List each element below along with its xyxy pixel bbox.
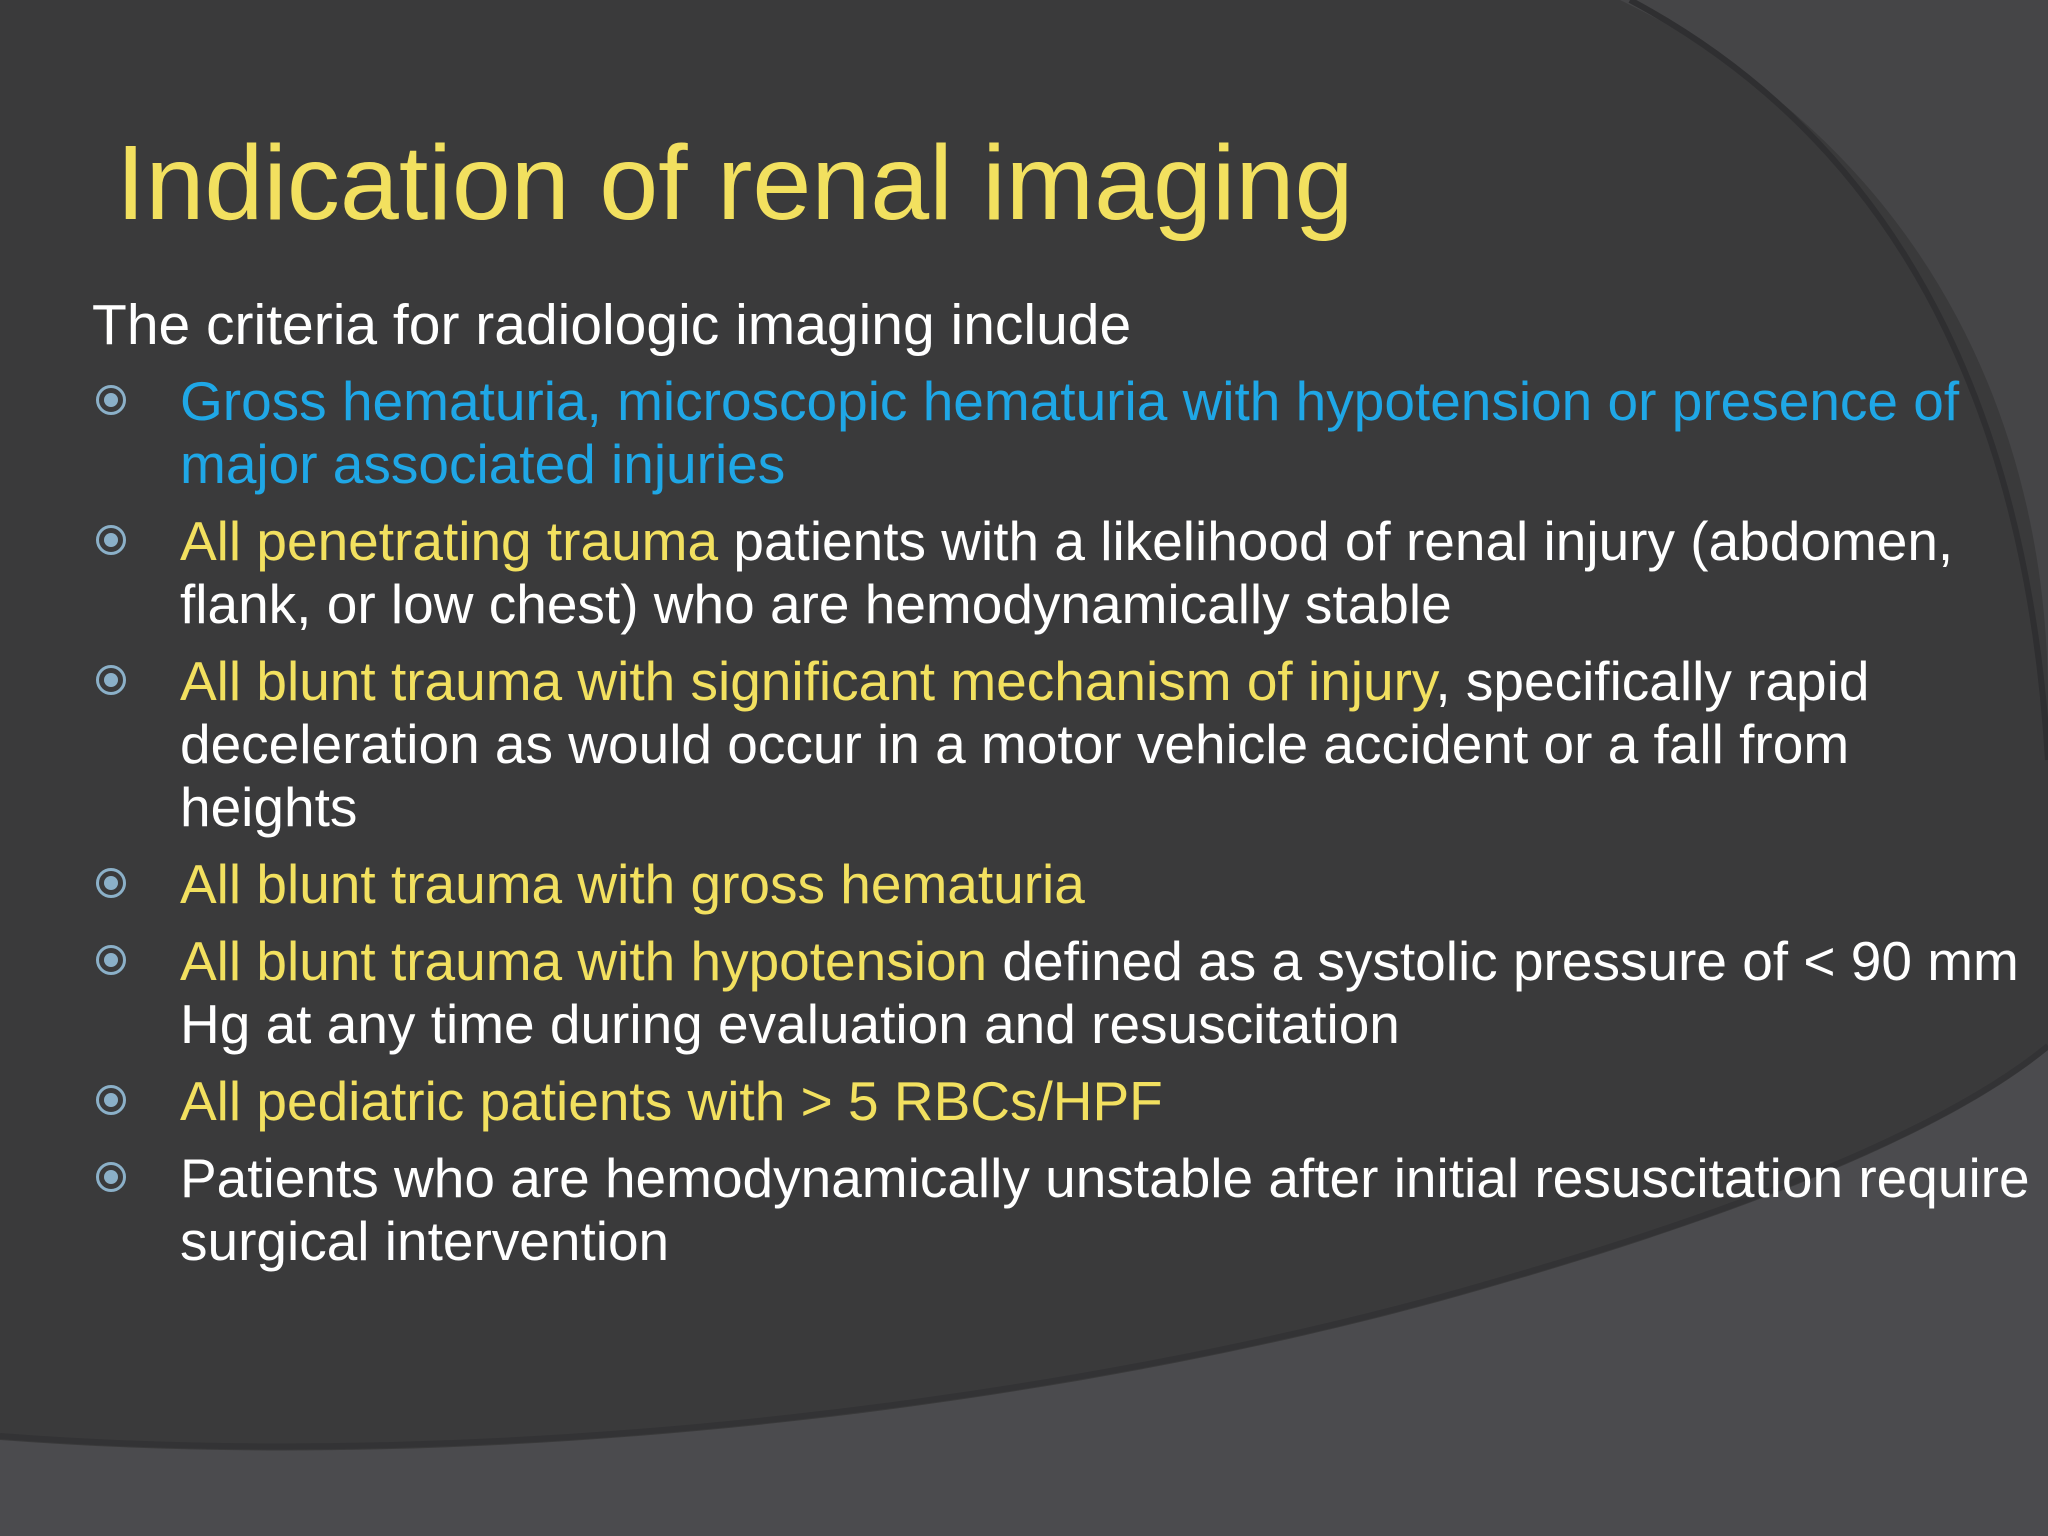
bullet-segment: Patients who are hemodynamically unstable after initial resuscitation require surgical intervention	[180, 1147, 2030, 1272]
bullet-segment: All blunt trauma with significant mechanism of injury	[180, 650, 1436, 712]
bullet-segment: defined as a systolic pressure of < 90 mm Hg at any time during evaluation and resuscitation	[180, 930, 2019, 1055]
circled-dot-bullet-icon	[96, 868, 126, 898]
slide-title: Indication of renal imaging	[116, 124, 1354, 242]
bullet-item	[92, 1070, 2032, 1133]
bullet-item	[92, 510, 2032, 636]
bullet-item	[92, 650, 2032, 839]
circled-dot-bullet-icon	[96, 385, 126, 415]
bullet-text	[180, 370, 2032, 496]
bullet-item	[92, 930, 2032, 1056]
circled-dot-bullet-icon	[96, 665, 126, 695]
bullet-segment: All blunt trauma with gross hematuria	[180, 853, 1085, 915]
circled-dot-bullet-icon	[96, 525, 126, 555]
bullet-text	[180, 1070, 2032, 1133]
slide-intro: The criteria for radiologic imaging include	[92, 293, 1132, 357]
circled-dot-bullet-icon	[96, 1162, 126, 1192]
bullet-segment: All pediatric patients with > 5 RBCs/HPF	[180, 1070, 1163, 1132]
bullet-item	[92, 853, 2032, 916]
bullet-item	[92, 370, 2032, 496]
bullet-segment: Gross hematuria, microscopic hematuria with hypotension or presence of major associated injuries	[180, 370, 1960, 495]
bullet-text	[180, 1147, 2032, 1273]
bullet-text	[180, 510, 2032, 636]
bullet-list	[92, 370, 2032, 1287]
bullet-text	[180, 650, 2032, 839]
bullet-text	[180, 853, 2032, 916]
bullet-segment: All blunt trauma with hypotension	[180, 930, 988, 992]
bullet-segment: All penetrating trauma	[180, 510, 719, 572]
circled-dot-bullet-icon	[96, 945, 126, 975]
bullet-segment: , specifically rapid deceleration as would occur in a motor vehicle accident or a fall from heights	[180, 650, 1870, 838]
bullet-text	[180, 930, 2032, 1056]
bullet-item	[92, 1147, 2032, 1273]
bullet-segment: patients with a likelihood of renal injury (abdomen, flank, or low chest) who are hemodynamically stable	[180, 510, 1954, 635]
circled-dot-bullet-icon	[96, 1085, 126, 1115]
